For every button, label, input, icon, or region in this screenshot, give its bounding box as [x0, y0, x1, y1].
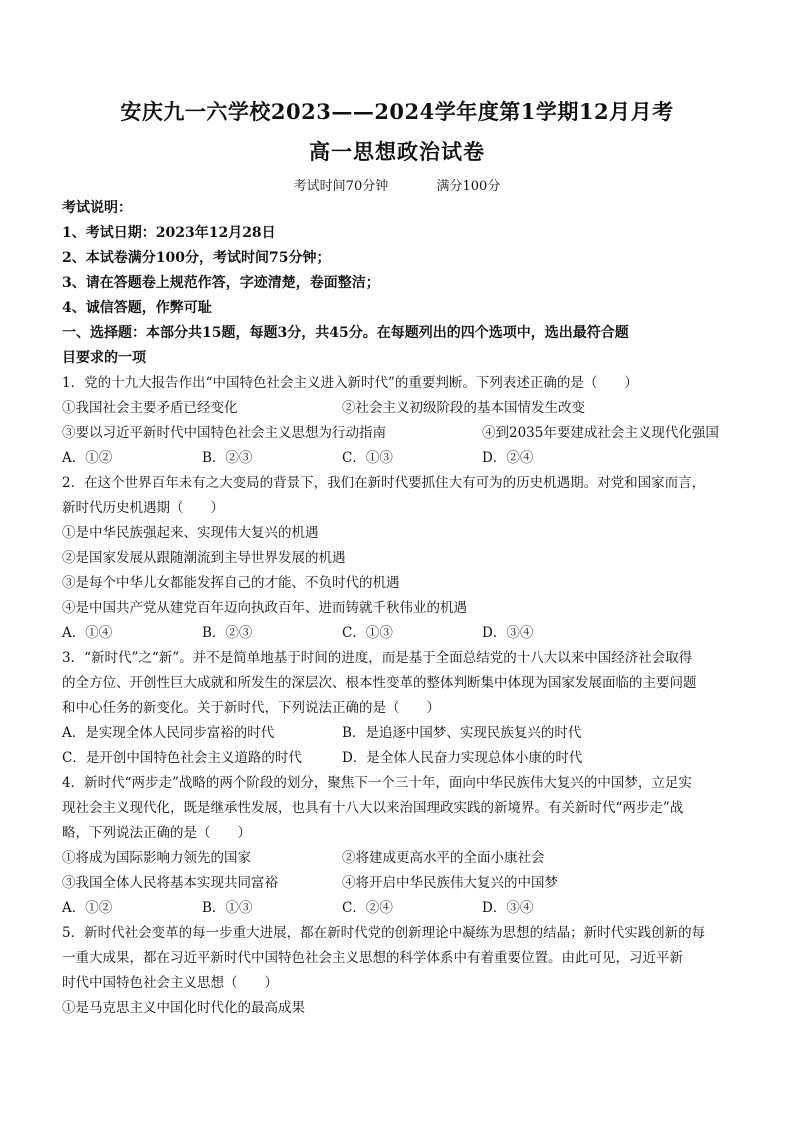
- question-3-stem-cont: 和中心任务的新变化。关于新时代，下列说法正确的是（ ）: [62, 700, 440, 716]
- statement: ①是中华民族强起来、实现伟大复兴的机遇: [62, 525, 319, 541]
- question-4-options: [62, 898, 738, 918]
- question-5-stem: 5．新时代社会变革的每一步重大进展，都在新时代党的创新理论中凝练为思想的结晶；新时代实践创新的每: [62, 925, 706, 941]
- option-b: B．①③: [202, 900, 253, 916]
- exam-meta: [0, 175, 794, 194]
- exam-title: 安庆九一六学校2023——2024学年度第1学期12月月考: [120, 99, 674, 124]
- statement: ③是每个中华儿女都能发挥自己的才能、不负时代的机遇: [62, 575, 400, 591]
- question-1-options: [62, 448, 738, 468]
- question-3-stem: 3．“新时代”之“新”。并不是简单地基于时间的进度，而是基于全面总结党的十八大以来中国经济社会取得: [62, 650, 693, 666]
- question-3-stem-cont: 的全方位、开创性巨大成就和所发生的深层次、根本性变革的整体判断集中体现为国家发展面临的主要问题: [62, 675, 697, 691]
- option-c: C．②④: [342, 900, 393, 916]
- instruction-item: 4、诚信答题，作弊可耻: [62, 300, 212, 316]
- option-a: A．①④: [62, 625, 113, 641]
- question-5-stem-cont: 时代中国特色社会主义思想（ ）: [62, 975, 278, 991]
- option-d: D．③④: [482, 900, 534, 916]
- section-heading: 一、选择题：本部分共15题，每题3分，共45分。在每题列出的四个选项中，选出最符合题: [62, 325, 629, 341]
- question-1-statements-b: [62, 423, 738, 443]
- option-a: A．①②: [62, 900, 113, 916]
- statement: ②社会主义初级阶段的基本国情发生改变: [342, 400, 585, 416]
- statement: ③我国全体人民将基本实现共同富裕: [62, 875, 278, 891]
- statement: ④到2035年要建成社会主义现代化强国: [482, 425, 719, 441]
- option-c: C．①③: [342, 625, 393, 641]
- statement: ①我国社会主要矛盾已经变化: [62, 400, 238, 416]
- statement: ②将建成更高水平的全面小康社会: [342, 850, 545, 866]
- statement: ②是国家发展从跟随潮流到主导世界发展的机遇: [62, 550, 346, 566]
- statement: ④是中国共产党从建党百年迈向执政百年、进而铸就千秋伟业的机遇: [62, 600, 467, 616]
- question-3-options-cd: [62, 748, 738, 768]
- option-b: B．是追逐中国梦、实现民族复兴的时代: [342, 725, 582, 741]
- instruction-item: 2、本试卷满分100分，考试时间75分钟；: [62, 250, 331, 266]
- question-3-options-ab: [62, 723, 738, 743]
- option-c: C．①③: [342, 450, 393, 466]
- option-b: B．②③: [202, 625, 253, 641]
- question-4-stem-cont: 略，下列说法正确的是（ ）: [62, 825, 251, 841]
- option-d: D．③④: [482, 625, 534, 641]
- option-a: A．①②: [62, 450, 113, 466]
- question-4-statements-a: [62, 848, 738, 868]
- question-1-statements-a: [62, 398, 738, 418]
- question-4-stem-cont: 现社会主义现代化，既是继承性发展，也具有十八大以来治国理政实践的新境界。有关新时代“两步走”战: [62, 800, 684, 816]
- statement: ③要以习近平新时代中国特色社会主义思想为行动指南: [62, 425, 386, 441]
- exam-time: 考试时间70分钟: [293, 179, 389, 194]
- option-b: B．②③: [202, 450, 253, 466]
- question-1-stem: 1．党的十九大报告作出“中国特色社会主义进入新时代”的重要判断。下列表述正确的是（ ）: [62, 375, 638, 391]
- exam-subtitle: 高一思想政治试卷: [309, 139, 485, 164]
- question-5-stem-cont: 一重大成果，都在习近平新时代中国特色社会主义思想的科学体系中有着重要位置。由此可见，习近平新: [62, 950, 683, 966]
- instruction-item: 3、请在答题卷上规范作答，字迹清楚，卷面整洁；: [62, 275, 380, 291]
- instruction-item: 1、考试日期：2023年12月28日: [62, 225, 276, 241]
- statement: ①是马克思主义中国化时代化的最高成果: [62, 1000, 305, 1016]
- option-c: C．是开创中国特色社会主义道路的时代: [62, 750, 302, 766]
- question-2-options: [62, 623, 738, 643]
- full-score: 满分100分: [436, 179, 501, 194]
- statement: ④将开启中华民族伟大复兴的中国梦: [342, 875, 558, 891]
- question-2-stem-cont: 新时代历史机遇期（ ）: [62, 500, 224, 516]
- question-4-statements-b: [62, 873, 738, 893]
- option-d: D．是全体人民奋力实现总体小康的时代: [342, 750, 583, 766]
- question-4-stem: 4．新时代“两步走”战略的两个阶段的划分，聚焦下一个三十年，面向中华民族伟大复兴的中国梦，立足实: [62, 775, 692, 791]
- option-d: D．②④: [482, 450, 534, 466]
- option-a: A．是实现全体人民同步富裕的时代: [62, 725, 275, 741]
- section-heading-cont: 目要求的一项: [62, 350, 146, 366]
- question-2-stem: 2．在这个世界百年未有之大变局的背景下，我们在新时代要抓住大有可为的历史机遇期。对党和国家而言，: [62, 475, 706, 491]
- instructions-heading: 考试说明：: [62, 200, 132, 216]
- statement: ①将成为国际影响力领先的国家: [62, 850, 251, 866]
